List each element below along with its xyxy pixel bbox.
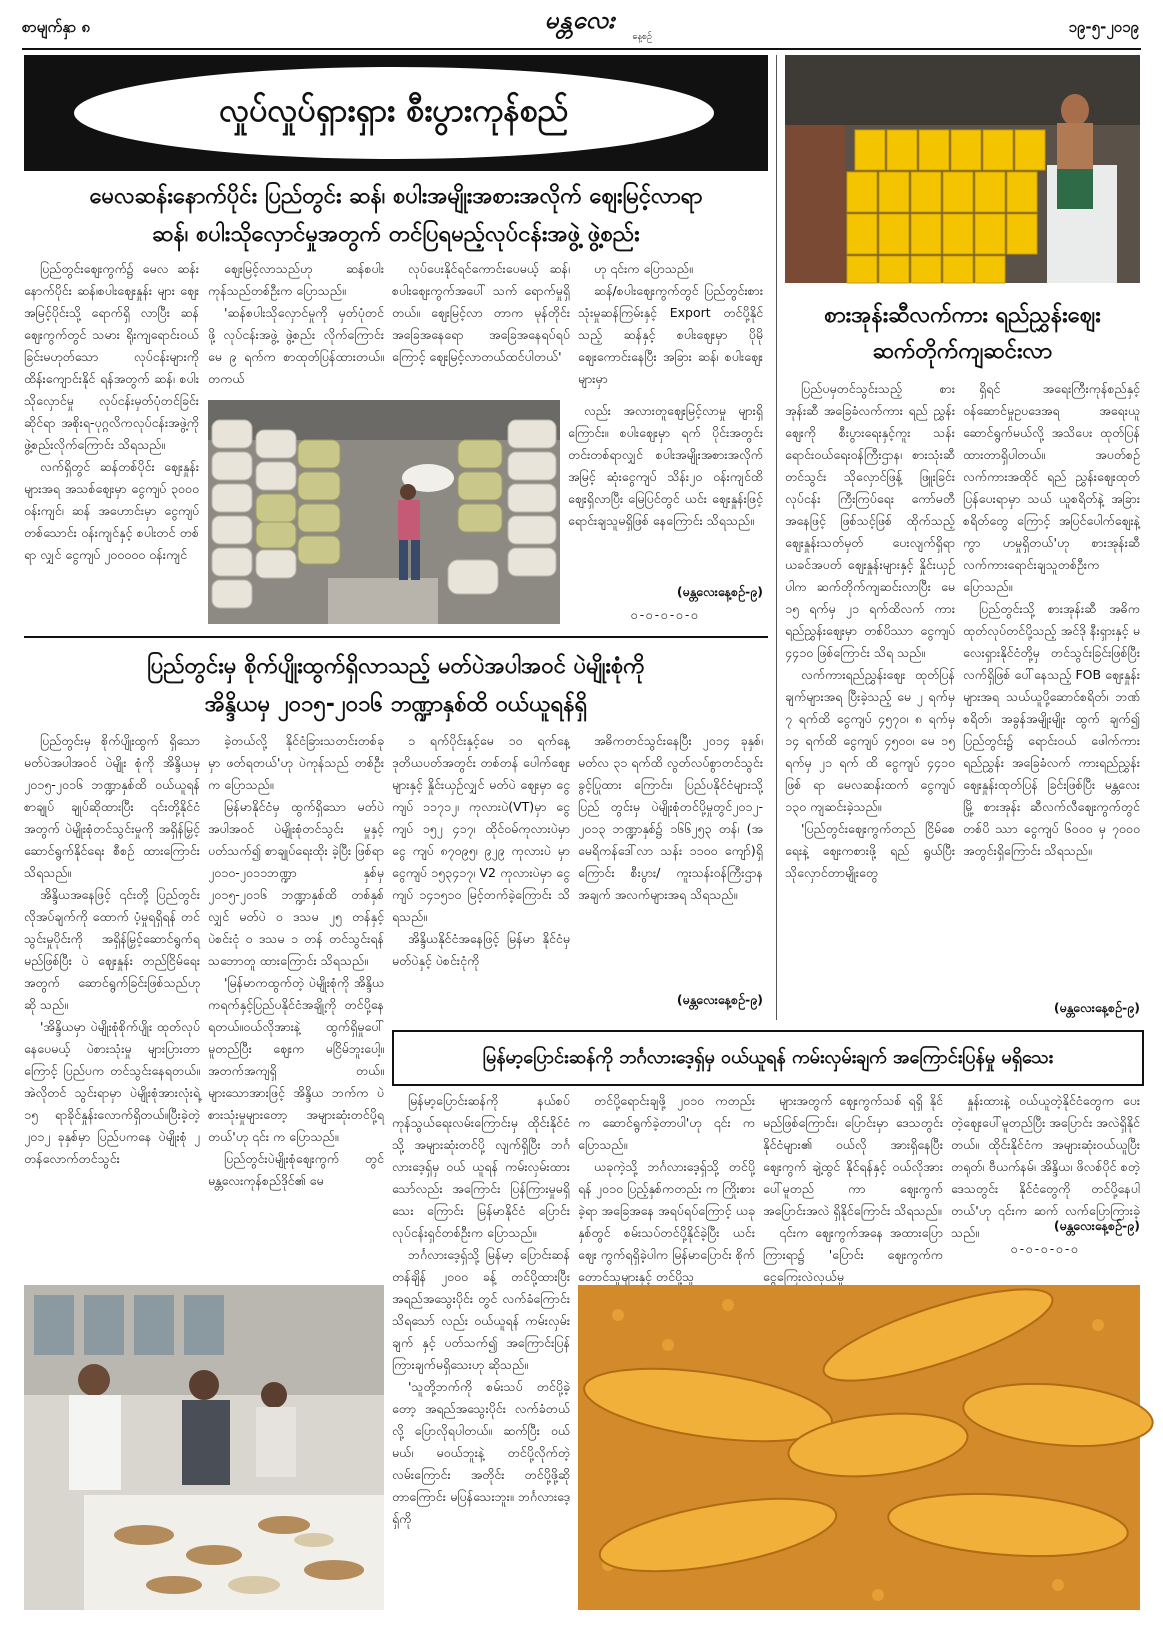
paragraph: ရှိရင် အရေးကြီးကုန်စည်နှင့် ဝန်ဆောင်မှုဥပဒေအရ အရေးယူ ဆောင်ရွက်မယ်လို့ အသိပေး ထုတ်ပြန်ထားတာရှိပါတယ်။ အပတ်စဉ် လက်ကားအထိုင် ရည် ညွှန်းဈေးထုတ်ပြန်ပေးရာမှာ သယ် ယူစရိတ်နဲ့ အခြားစရိတ်တွေ ကြောင့် အပြင်ပေါက်ဈေးနဲ့ ကွာ ဟမှုရှိတယ်'ဟု စားအုန်းဆီ လက်ကားရောင်းချသူတစ်ဦးက ပြောသည်။ xyxy=(963,381,1140,594)
paragraph: လုပ်ပေးနိုင်ရင်ကောင်းပေမယ့် ဆန်၊ စပါးဈေးကွက်အပေါ် သက် ရောက်မှုရှိတယ်။ ဈေးမြင့်လာ တာက မုန်တိုင်းအခြေအနေရော အခြေအနေရပ်ရပ်ကြောင့် ဈေးမြင့်လာတယ်ထင်ပါတယ်' xyxy=(392,261,570,364)
page-number: စာမျက်နှာ ၈ xyxy=(22,18,90,36)
story2-headline xyxy=(24,648,768,724)
masthead-subtitle: နေ့စဉ် xyxy=(632,32,652,42)
paragraph: 'အိန္ဒိယမှာ ပဲမျိုးစုံစိုက်ပျိုး ထုတ်လုပ်နေပေမယ့် ပဲစားသုံးမှု များပြားတာကြောင့် ပြည်ပက တင်သွင်းနေရတယ်။ အဲလိုတင် သွင်းရာမှာ ပဲမျိုးစုံအားလုံးရဲ့ ၁၅ ရာခိုင်နှုန်းလောက်ရှိတယ်။ပြီးခဲ့တဲ့ ၂၀၁၂ ခုနှစ်မှာ ပြည်ပကနေ ပဲမျိုးစုံ ၂ တန်လောက်တင်သွင်း xyxy=(24,1019,200,1166)
story2-column-2 xyxy=(208,730,384,1270)
story1-column-4a xyxy=(578,258,763,392)
paragraph: ဆန်/စပါးဈေးကွက်တွင် ပြည်တွင်းစားသုံးမှုဆန်ကြမ်းနှင့် Export တင်ပို့နိုင်သည့် ဆန်နှင့် စပါးဈေးမှာ ပိုမိုဈေးကောင်းနေပြီး အခြား ဆန်၊ စပါးဈေးများမှာ xyxy=(578,283,763,386)
story3-headline-line2: ဆက်တိုက်ကျဆင်းလာ xyxy=(872,339,1053,364)
story4-headline-box xyxy=(392,1030,1144,1086)
paragraph: ပြည်တွင်းသို့ စားအုန်းဆီ အဓိကထုတ်လုပ်တင်ပို့သည့် အင်ဒို နီးရှားနှင့် မလေးရှားနိုင်ငံတို့မှ တင်သွင်းခြင်းဖြစ်ပြီး လက်ရှိဖြစ် ပေါ်နေသည့် FOB ဈေးနှုန်း များအရ သယ်ယူပို့ဆောင်စရိတ်၊ ဘဏ်စရိတ်၊ အခွန်အမျိုးမျိုး ထွက် ချက်၍ ပြည်တွင်း၌ ရောင်းဝယ် ဖေါက်ကားရည်ညွှန်း အခြေခံလက် ကားရည်ညွှန်းဈေးနှုန်းထုတ်ပြန် ခြင်းဖြစ်ပြီး မန္တလေးမြို့ စားအုန်း ဆီလက်လီဈေးကွက်တွင် တစ်ပိ ဿာ ငွေကျပ် ၆၀၀၀ မှ ၇၀၀၀ အတွင်းရှိကြောင်း သိရသည်။ xyxy=(963,601,1140,858)
paragraph: မြန်မာ့ပြောင်းဆန်ကို နယ်စပ် ကုန်သွယ်ရေးလမ်းကြောင်းမှ ထိုင်းနိုင်ငံသို့ အများဆုံးတင်ပို့ လျက်ရှိပြီး ဘင်္ဂလားဒေ့ရှ်မှ ဝယ် ယူရန် ကမ်းလှမ်းထားသော်လည်း အကြောင်း ပြန်ကြားမှုမရှိသေး ကြောင်း မြန်မာနိုင်ငံ ပြောင်း လုပ်ငန်းရှင်တစ်ဦးက ပြောသည်။ xyxy=(392,1093,570,1240)
story3-column-1 xyxy=(785,378,955,1018)
story2-column-1 xyxy=(24,730,200,1270)
rice-sacks-photo xyxy=(208,400,560,624)
story3-headline xyxy=(785,298,1140,370)
story1-byline: (မန္တလေးနေ့စဉ်-၉) xyxy=(676,584,763,599)
paragraph: လက်ရှိတွင် ဆန်တစ်ပိုင်း ဈေးနှုန်းများအရ အသစ်ဈေးမှာ ငွေကျပ် ၃၀၀၀ ဝန်းကျင်၊ ဆန် အဟောင်းမှာ ငွေကျပ်တစ်သောင်း ဝန်းကျင်နှင့် စပါးတင် တစ်ရာ လျှင် ငွေကျပ် ၂၀၀၀၀၀ ဝန်းကျင် xyxy=(24,459,199,562)
paragraph: ယခုကဲ့သို့ ဘင်္ဂလားဒေ့ရှ်သို့ တင်ပို့ရန် ၂၀၁၀ ပြည့်နှစ်ကတည်း က ကြိုးစားခဲ့ရာ အခြေအနေ အရပ်ရပ်ကြောင့် ယခုနှစ်တွင် စမ်းသပ်တင်ပို့နိုင်ခဲ့ပြီး ယင်းဈေး ကွက်ရရှိခဲ့ပါက မြန်မာပြောင်း စိုက်တောင်သူများနှင့် တင်ပို့သူ xyxy=(578,1159,755,1284)
paragraph: ခဲ့တယ်လို့ နိုင်ငံခြားသတင်းတစ်ခု မှာ ဖတ်ရတယ်'ဟု ပဲကုန်သည် တစ်ဦးက ပြောသည်။ xyxy=(208,733,384,792)
paragraph: များအတွက် ဈေးကွက်သစ် ရရှိ နိုင်မည်ဖြစ်ကြောင်း၊ ပြောင်းမှာ ဒေသတွင်းနိုင်ငံများ၏ ဝယ်လို အားရှိနေပြီး ဈေးကွက် ချဲ့ထွင် နိုင်ရန်နှင့် ဝယ်လိုအားပေါ်မူတည် ကာ ဈေးကွက်အပြောင်းအလဲ ရှိနိုင်ကြောင်း သိရသည်။ xyxy=(763,1093,943,1218)
paragraph: အိန္ဒိယနိုင်ငံအနေဖြင့် မြန်မာ နိုင်ငံမှ မတ်ပဲနှင့် ပဲစင်းငုံကို xyxy=(392,931,570,968)
story1-signoff xyxy=(568,578,763,625)
story2-byline: (မန္တလေးနေ့စဉ်-၉) xyxy=(676,992,763,1007)
story1-headline-line1: မေလဆန်းနောက်ပိုင်း ပြည်တွင်း ဆန်၊ စပါးအမျိုးအစားအလိုက် ဈေးမြင့်လာရာ xyxy=(89,184,703,209)
paragraph: နှုန်းထားနဲ့ ဝယ်ယူတဲ့နိုင်ငံတွေက ပေးတဲ့ဈေးပေါ်မူတည်ပြီး အပြောင်း အလဲရှိနိုင်တယ်။ ထိုင်းနိုင်ငံက အများဆုံးဝယ်ယူပြီး တရုတ်၊ ဗီယက်နမ်၊ အိန္ဒိယ၊ ဖိလစ်ပိုင် စတဲ့ ဒေသတွင်း နိုင်ငံတွေကို တင်ပို့နေပါတယ်'ဟု ၎င်းက ဆက် လက်ပြောကြားခဲ့သည်။ xyxy=(951,1093,1140,1240)
story2-column-3 xyxy=(392,730,570,1012)
issue-date: ၁၉-၅-၂၀၁၉ xyxy=(1068,18,1139,36)
column-divider xyxy=(776,55,777,1020)
story1-headline xyxy=(24,178,768,254)
masthead-title: မန္တလေး xyxy=(544,6,616,34)
paragraph: ပြည်တွင်းပဲမျိုးစုံဈေးကွက် တွင် မန္တလေးကုန်စည်ဒိုင်၏ မေ xyxy=(208,1151,384,1188)
paragraph: မြန်မာနိုင်ငံမှ ထွက်ရှိသော မတ်ပဲအပါအဝင် ပဲမျိုးစုံတင်သွင်း မှုနှင့် ပတ်သက်၍ စာချုပ်ရေးထိုး ခဲ့ပြီး ဖြစ်ရာ ၂၀၁၀-၂၀၁၁ဘဏ္ဍာ နှစ်မှ ၂၀၁၅-၂၀၁၆ ဘဏ္ဍာနှစ်ထိ တစ်နှစ်လျှင် မတ်ပဲ ၀ ဒသမ ၂၅ တန်နှင့် ပဲစင်းငုံ ၀ ဒသမ ၁ တန် တင်သွင်းရန် သဘောတူ ထားကြောင်း သိရသည်။ xyxy=(208,799,384,968)
paragraph: ပြည်တွင်းမှ စိုက်ပျိုးထွက် ရှိသော မတ်ပဲအပါအဝင် ပဲမျိုး စုံကို အိန္ဒိယမှ ၂၀၁၅-၂၀၁၆ ဘဏ္ဍာနှစ်ထိ ဝယ်ယူရန် စာချုပ် ချုပ်ဆိုထားပြီး ၎င်းတို့နိုင်ငံ အတွက် ပဲမျိုးစုံတင်သွင်းမှုကို အရှိန်မြှင့်ဆောင်ရွက်နိုင်ရေး စီစဉ် ထားကြောင်း သိရသည်။ xyxy=(24,733,200,880)
pulses-inspection-photo xyxy=(24,1285,384,1610)
section-title: လှုပ်လှုပ်ရှားရှား စီးပွားကုန်စည် xyxy=(219,91,569,129)
paragraph: ဈေးမြင့်လာသည်ဟု ဆန်စပါး ကုန်သည်တစ်ဦးက ပြောသည်။ xyxy=(208,261,384,298)
paragraph: 'သူတို့ဘက်ကို စမ်းသပ် တင်ပို့ခဲ့တော့ အရည်အသွေးပိုင်း လက်ခံတယ်လို့ ပြောလိုရပါတယ်။ ဆက်ပြီး ဝယ်မယ်၊ မဝယ်ဘူးနဲ့ တင်ပို့လိုက်တဲ့ လမ်းကြောင်း အတိုင်း တင်ပို့ဖို့ဆိုတာကြောင်း မပြန်သေးဘူး။ ဘင်္ဂလားဒေ့ရှ်ကို xyxy=(392,1379,570,1526)
story1-column-3b xyxy=(568,400,763,578)
story4-end-mark: ၀-၀-၀-၀-၀ xyxy=(1010,1242,1081,1256)
story3-column-2 xyxy=(963,378,1140,986)
paragraph: ပြည်ပမှတင်သွင်းသည့် စား အုန်းဆီ အခြေခံလက်ကား ရည် ညွှန်းဈေးကို စီးပွားရေးနှင့်ကူး သန်းရောင်းဝယ်ရေးဝန်ကြီးဌာန၊ စားသုံးဆီတင်သွင်း သိုလှောင်ဖြန့် ဖြူးခြင်းလုပ်ငန်း ကြီးကြပ်ရေး ကော်မတီအနေဖြင့် ဖြစ်သင့်ဖြစ် ထိုက်သည့် ဈေးနှုန်းသတ်မှတ် ပေးလျက်ရှိရာ ယခင်အပတ် ဈေးနှုန်းများနှင့် နှိုင်းယှဉ်ပါက ဆက်တိုက်ကျဆင်းလာပြီး မေ ၁၅ ရက်မှ ၂၁ ရက်ထိလက် ကားရည်ညွှန်းဈေးမှာ တစ်ပိဿာ ငွေကျပ် ၄၄၁၀ ဖြစ်ကြောင်း သိရ သည်။ xyxy=(785,381,955,660)
story-divider xyxy=(24,636,768,638)
paragraph: 'ဆန်စပါးသိုလှောင်မှုကို မှတ်ပုံတင်ဖို့ လုပ်ငန်းအဖွဲ့ ဖွဲ့စည်း လိုက်ကြောင်း မေ ၉ ရက်က စာထုတ်ပြန်ထားတယ်။တကယ် xyxy=(208,305,384,386)
story1-headline-line2: ဆန်၊ စပါးသိုလှောင်မှုအတွက် တင်ပြရမည့်လုပ်ငန်းအဖွဲ့ ဖွဲ့စည်း xyxy=(152,222,640,247)
story2-headline-line2: အိန္ဒိယမှ ၂၀၁၅-၂၀၁၆ ဘဏ္ဍာနှစ်ထိ ဝယ်ယူရန်ရှိ xyxy=(204,692,588,717)
paragraph: လက်ကားရည်ညွှန်းဈေး ထုတ်ပြန်ချက်များအရ ပြီးခဲ့သည့် မေ ၂ ရက်မှ ၇ ရက်ထိ ငွေကျပ် ၄၅၇၀၊ ၈ ရက်မှ ၁၄ ရက်ထိ ငွေကျပ် ၄၅၀၀၊ မေ ၁၅ ရက်မှ ၂၁ ရက် ထိ ငွေကျပ် ၄၄၁၀ ဖြစ် ရာ မေလဆန်းထက် ငွေကျပ် ၁၃၀ ကျဆင်းခဲ့သည်။ xyxy=(785,667,955,814)
story1-end-mark: ၀-၀-၀-၀-၀ xyxy=(630,608,701,622)
section-banner xyxy=(24,55,768,171)
masthead-logo xyxy=(480,5,680,47)
paragraph: 'ပြည်တွင်းဈေးကွက်တည် ငြိမ်စေရေးနဲ့ ဈေးကစားဖို့ ရည် ရွယ်ပြီး သိုလှောင်တာမျိုးတွေ xyxy=(785,821,955,880)
oil-cans-photo xyxy=(785,55,1140,283)
story4-signoff xyxy=(951,1212,1140,1259)
paragraph: အိန္ဒိယအနေဖြင့် ၎င်းတို့ ပြည်တွင်း လိုအပ်ချက်ကို ထောက် ပံ့မှုရရှိရန် တင်သွင်းမှုပိုင်းကို အရှိန်မြှင့်ဆောင်ရွက်ရမည်ဖြစ်ပြီး ပဲ ဈေးနှုန်း တည်ငြိမ်ရေးအတွက် ဆောင်ရွက်ခြင်းဖြစ်သည်ဟု ဆို သည်။ xyxy=(24,887,200,1012)
story2-column-4 xyxy=(578,730,763,980)
corn-photo xyxy=(578,1285,1140,1610)
paragraph: ၎င်းက ဈေးကွက်အနေ အထားပြောကြားရာ၌ 'ပြောင်း ဈေးကွက်က ငွေကြေးလဲလှယ်မှု xyxy=(763,1225,943,1284)
paragraph: ၁ ရက်ပိုင်းနှင့်မေ ၁၀ ရက်နေ့ ဒုတိယပတ်အတွင်း တစ်တန် ပေါက်ဈေးများနှင့် နှိုင်းယှဉ်လျှင် မတ်ပဲ ဈေးမှာ ငွေကျပ် ၁၁၇၁၂၊ ကုလားပဲ(VT)မှာ ငွေကျပ် ၁၅၂ ၄၁၇၊ ထိုင်ဝမ်ကုလားပဲမှာ ငွေ ကျပ် ၈၇၀၉၅၊ ၉၂၉ ကုလားပဲ မှာ ငွေကျပ် ၁၅၃၄၁၇၊ V2 ကုလားပဲမှာ ငွေကျပ် ၁၄၁၅၁၀ မြင့်တက်ခဲ့ကြောင်း သိရသည်။ xyxy=(392,733,570,924)
story3-headline-line1: စားအုန်းဆီလက်ကား ရည်ညွှန်းဈေး xyxy=(824,303,1101,328)
story2-headline-line1: ပြည်တွင်းမှ စိုက်ပျိုးထွက်ရှိလာသည့် မတ်ပဲအပါအဝင် ပဲမျိုးစုံကို xyxy=(147,654,645,679)
story1-column-2 xyxy=(208,258,384,392)
paragraph: 'မြန်မာကထွက်တဲ့ ပဲမျိုးစုံကို အိန္ဒိယကရက်နှင့်ပြည်ပနိုင်ငံအချို့ကို တင်ပို့နေရတယ်။ဝယ်လိုအားနဲ့ ထွက်ရှိမှုပေါ် မူတည်ပြီး ဈေးက မငြိမ်ဘူးပေါ့။ အတက်အကျရှိ တယ်။ များသောအားဖြင့် အိန္ဒိယ ဘက်က ပဲစားသုံးမှုများတော့ အများဆုံးတင်ပို့ရတယ်'ဟု ၎င်း က ပြောသည်။ xyxy=(208,975,384,1144)
paragraph: လည်း အလားတူဈေးမြင့်လာမှု များရှိကြောင်း။ စပါးဈေးမှာ ရက် ပိုင်းအတွင်း တင်းတစ်ရာလျှင် စပါးအမျိုးအစားအလိုက် အမြင့် ဆုံးငွေကျပ် သိန်း၂၀ ဝန်းကျင်ထိ ဈေးရှိလာပြီး မြေပြင်တွင် ယင်း ဈေးနှုန်းဖြင့် ရောင်းချသူမရှိဖြစ် နေကြောင်း သိရသည်။ xyxy=(568,403,763,528)
paragraph: ပြည်တွင်းဈေးကွက်၌ မေလ ဆန်းနောက်ပိုင်း ဆန်၊စပါးဈေးနှုန်း များ ဈေးအမြင့်ပိုင်းသို့ ရောက်ရှိ လာပြီး ဆန်ဈေးကွက်တွင် သမား ရိုးကျရောင်းဝယ်ခြင်းမဟုတ်သော လုပ်ငန်းများကို ထိန်းကျောင်းနိုင် ရန်အတွက် ဆန်၊ စပါးသိုလှောင်မှု လုပ်ငန်းမှတ်ပုံတင်ခြင်းဆိုင်ရာ အစိုးရ-ပုဂ္ဂလိကလုပ်ငန်းအဖွဲ့ကို ဖွဲ့စည်းလိုက်ကြောင်း သိရသည်။ xyxy=(24,261,199,452)
story4-headline: မြန်မာ့ပြောင်းဆန်ကို ဘင်္ဂလားဒေ့ရှ်မှ ဝယ်ယူရန် ကမ်းလှမ်းချက် အကြောင်းပြန်မှု မရှိသေး xyxy=(482,1046,1054,1068)
header-divider xyxy=(22,48,1141,50)
story4-column-1 xyxy=(392,1090,570,1610)
paragraph: တင်ပို့ရောင်းချဖို့ ၂၀၁၀ ကတည်း က ဆောင်ရွက်ခဲ့တာပါ'ဟု ၎င်း က ပြောသည်။ xyxy=(578,1093,755,1152)
paragraph: ဘင်္ဂလားဒေ့ရှ်သို့ မြန်မာ့ ပြောင်းဆန်တန်ချိန် ၂၀၀၀ ခန့် တင်ပို့ထားပြီး အရည်အသွေးပိုင်း တွင် လက်ခံကြောင်း သိရသော် လည်း ဝယ်ယူရန် ကမ်းလှမ်းချက် နှင့် ပတ်သက်၍ အကြောင်းပြန် ကြားချက်မရှိသေးဟု ဆိုသည်။ xyxy=(392,1247,570,1372)
section-banner-oval xyxy=(74,67,714,159)
story4-column-2 xyxy=(578,1090,755,1284)
story4-byline: (မန္တလေးနေ့စဉ်-၉) xyxy=(1053,1218,1140,1233)
paragraph: ဟု ၎င်းက ပြောသည်။ xyxy=(594,261,693,276)
story3-byline: (မန္တလေးနေ့စဉ်-၉) xyxy=(1053,1000,1140,1015)
story1-column-3a xyxy=(392,258,570,392)
paragraph: အဓိကတင်သွင်းနေပြီး ၂၀၁၄ ခုနှစ်၊ မတ်လ ၃၁ ရက်ထိ လွတ်လပ်စွာတင်သွင်းခွင့်ပြုထား ကြောင်း၊ ပြည်ပနိုင်ငံများသို့ ပြည် တွင်းမှ ပဲမျိုးစုံတင်ပို့မှုတွင်၂၀၁၂- ၂၀၁၃ ဘဏ္ဍာနှစ်၌ ၁၆၆၂၅၃ တန်၊ (အမေရိကန်ဒေါ်လာ သန်း ၁၁၀၀ ကျော်)ရှိကြောင်း စီးပွား/ ကူးသန်းဝန်ကြီးဌာန အချက် အလက်များအရ သိရသည်။ xyxy=(578,733,763,902)
story4-column-3 xyxy=(763,1090,943,1284)
story1-column-1 xyxy=(24,258,199,628)
